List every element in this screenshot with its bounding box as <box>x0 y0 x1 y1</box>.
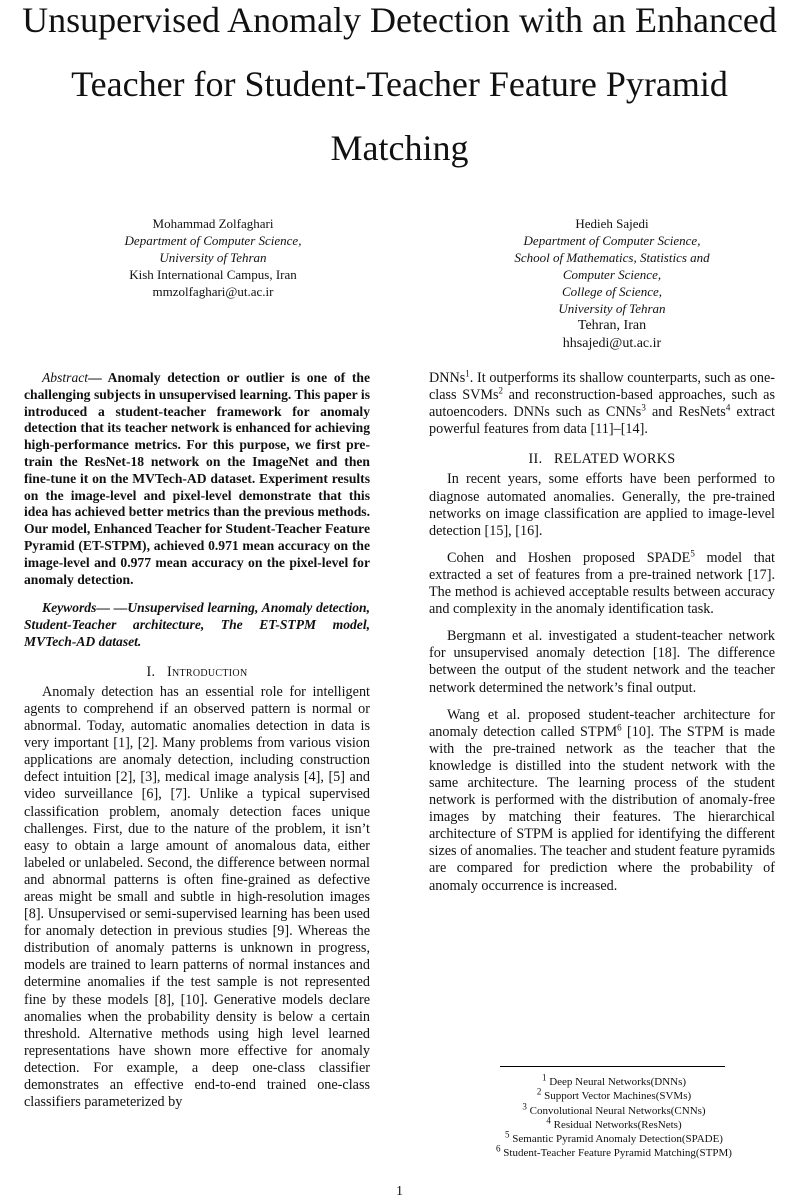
author-affiliation-line: College of Science, <box>562 284 662 299</box>
section-number: II. <box>528 451 543 468</box>
related-paragraph-4 <box>429 707 775 895</box>
author-block-1 <box>63 215 363 300</box>
author-affiliation-line: Computer Science, <box>562 267 662 282</box>
section-title: Introduction <box>166 663 248 680</box>
text-run: [10]. The STPM is made with the pre-trained network as the teacher that the knowledge is distilled into the student network with the same architecture. The learning process of the student network is performed with the distribution of anomaly-free images by matching their features. The hierarchical architecture of STPM is applied for identifying the different sizes of anomalies. The teacher and student feature pyramids are compared for prediction where the probability of anomaly occurrence is increased. <box>429 723 776 894</box>
related-paragraph-3: Bergmann et al. investigated a student-teacher network for unsupervised anomaly detection [18]. The difference between the output of the student network and the teacher network determined the network’s final output. <box>429 628 775 696</box>
footnote-ref: 5 <box>690 548 695 559</box>
author-affiliation-line: University of Tehran <box>159 250 267 265</box>
footnote-number: 1 <box>541 1072 547 1083</box>
text-run: DNNs <box>429 370 466 386</box>
footnote-text: Residual Networks(ResNets) <box>550 1118 682 1131</box>
section-number: I. <box>146 663 156 680</box>
text-run: Cohen and Hoshen proposed SPADE <box>447 549 691 566</box>
footnote-text: Support Vector Machines(SVMs) <box>541 1090 692 1103</box>
footnote-ref: 3 <box>641 402 646 413</box>
related-paragraph-1: In recent years, some efforts have been performed to diagnose automated anomalies. Generally, the pre-trained networks on image classification are applied to image-level detection [15], [16]. <box>429 471 775 539</box>
author-name: Hedieh Sajedi <box>575 216 649 231</box>
author-block-2 <box>462 215 762 353</box>
title-line-3: Matching <box>330 128 469 168</box>
author-email: hhsajedi@ut.ac.ir <box>562 336 662 351</box>
text-run: model that extracted a set of features from a pre-trained network [17]. The method is achieved acceptable results between accuracy and complexity in the anomaly identification task. <box>429 549 775 618</box>
keywords-label: Keywords— <box>42 600 110 616</box>
footnote-ref: 2 <box>498 385 503 396</box>
intro-paragraph: Anomaly detection has an essential role for intelligent agents to comprehend if an observed pattern is normal or abnormal. Today, automatic anomalies detection in data is very important [1], [2]. Many problems from various vision applications are anomaly detection, including construction defect intuition [2], [3], medical image analysis [4], [5] and video surveillance [6], [7]. Unlike a typical supervised classification problem, anomaly detection faces unique challenges. First, due to the nature of the problem, it isn’t easy to obtain a large amount of anomalous data, either labeled or unlabeled. Second, the difference between normal and abnormal patterns is often fine-grained as defective areas might be small and subtle in high-resolution images [8]. Unsupervised or semi-supervised learning has been used for anomaly detection in previous studies [9]. Whereas the distribution of anomaly patterns is unknown in progress, models are trained to learn patterns of normal instances and determine anomalies if the test sample is not represented fine by these models [8], [10]. Generative models declare anomalies when the probability density is below a certain threshold. Alternative methods using high level learned representations have shown more effective for anomaly detection. For example, a deep one-class classifier demonstrates an effective end-to-end trained one-class classifiers parameterized by <box>24 683 370 1111</box>
section-heading-related-works <box>429 451 775 468</box>
footnote-text: Deep Neural Networks(DNNs) <box>546 1076 687 1088</box>
author-email: mmzolfaghari@ut.ac.ir <box>152 284 274 299</box>
footnote <box>429 1100 799 1118</box>
footnotes <box>429 1072 799 1161</box>
section-heading-introduction <box>24 664 370 681</box>
footnote <box>429 1129 799 1146</box>
footnote-ref: 1 <box>465 368 470 379</box>
keywords <box>24 600 370 650</box>
footnote-number: 4 <box>546 1115 551 1126</box>
footnote-divider <box>500 1066 725 1067</box>
footnote <box>429 1072 799 1089</box>
footnote <box>429 1115 799 1132</box>
keywords-text: —Unsupervised learning, Anomaly detection, Student-Teacher architecture, The ET-STPM model, MVTech-AD dataset. <box>24 600 370 649</box>
footnote <box>429 1143 799 1160</box>
abstract <box>24 370 370 588</box>
abstract-text: — Anomaly detection or outlier is one of the challenging subjects in unsupervised learning. This paper is introduced a student-teacher framework for anomaly detection that its teacher network is enhanced for achieving high-performance metrics. For this purpose, we first pre-train the ResNet-18 network on the ImageNet and then fine-tune it on the MVTech-AD dataset. Experiment results on the image-level and pixel-level demonstrate that this idea has achieved better metrics than the previous methods. Our model, Enhanced Teacher for Student-Teacher Feature Pyramid (ET-STPM), achieved 0.971 mean accuracy on the image-level and 0.977 mean accuracy on the pixel-level for anomaly detection. <box>24 370 370 587</box>
author-affiliation-line: University of Tehran <box>558 301 666 316</box>
footnote-number: 2 <box>536 1086 542 1097</box>
author-location: Kish International Campus, Iran <box>129 267 297 282</box>
footnote-ref: 4 <box>725 402 731 413</box>
paper-title <box>0 0 799 180</box>
text-run: . It outperforms its shallow counterparts, such as one-class SVMs <box>429 370 775 404</box>
footnote-number: 5 <box>505 1129 510 1140</box>
footnote-number: 3 <box>522 1100 527 1111</box>
footnote-number: 6 <box>496 1143 501 1154</box>
intro-continuation <box>429 370 775 438</box>
right-column <box>429 370 775 895</box>
text-run: extract powerful features from data [11]–[14]. <box>429 404 776 438</box>
text-run: and reconstruction-based approaches, such as autoencoders. DNNs such as CNNs <box>429 387 775 421</box>
text-run: and ResNets <box>645 404 726 421</box>
footnote-ref: 6 <box>617 721 622 732</box>
footnote <box>429 1086 799 1103</box>
author-location: Tehran, Iran <box>577 318 647 333</box>
footnote-text: Semantic Pyramid Anomaly Detection(SPADE) <box>509 1133 723 1146</box>
page-number: 1 <box>396 1184 403 1199</box>
left-column <box>24 370 370 1111</box>
footnote-text: Convolutional Neural Networks(CNNs) <box>526 1104 706 1117</box>
related-paragraph-2 <box>429 550 775 618</box>
author-affiliation-line: Department of Computer Science, <box>523 233 701 248</box>
title-line-1: Unsupervised Anomaly Detection with an Enhanced <box>22 0 777 40</box>
author-affiliation-line: Department of Computer Science, <box>124 233 302 248</box>
section-title: RELATED WORKS <box>553 451 676 468</box>
abstract-label: Abstract <box>42 370 89 385</box>
author-name: Mohammad Zolfaghari <box>152 216 274 231</box>
author-affiliation-line: School of Mathematics, Statistics and <box>514 250 710 265</box>
title-line-2: Teacher for Student-Teacher Feature Pyramid <box>71 64 728 104</box>
text-run: Wang et al. proposed student-teacher architecture for anomaly detection called STPM <box>429 706 775 740</box>
footnote-text: Student-Teacher Feature Pyramid Matching(STPM) <box>500 1147 732 1160</box>
